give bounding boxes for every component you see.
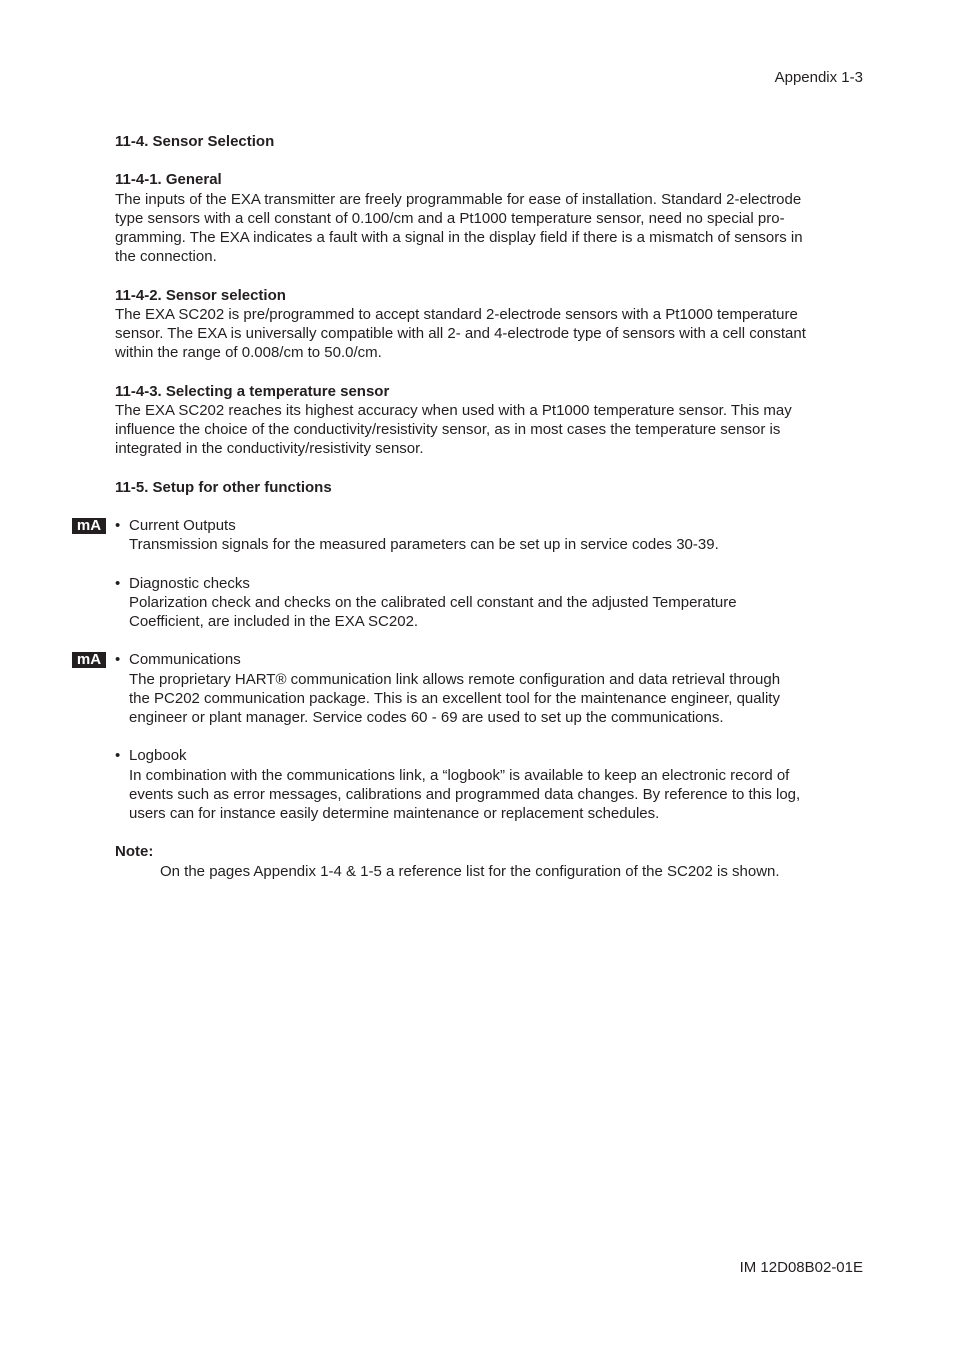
page-footer: IM 12D08B02-01E: [739, 1259, 863, 1276]
list-item-title: Logbook: [129, 747, 187, 765]
paragraph-line: gramming. The EXA indicates a fault with a signal in the display field if there is a mismatch of sensors in: [115, 229, 803, 246]
paragraph-line: within the range of 0.008/cm to 50.0/cm.: [115, 344, 382, 362]
paragraph-line: the connection.: [115, 248, 217, 266]
paragraph-line: The EXA SC202 reaches its highest accuracy when used with a Pt1000 temperature sensor. This may: [115, 401, 792, 419]
paragraph-line: The EXA SC202 is pre/programmed to accept standard 2-electrode sensors with a Pt1000 temperature: [115, 305, 798, 323]
section-heading-11-4: 11-4. Sensor Selection: [115, 133, 275, 150]
paragraph-line: In combination with the communications link, a “logbook” is available to keep an electronic record of: [129, 766, 790, 784]
list-item-current-outputs: [76, 516, 865, 554]
paragraph-line: The inputs of the EXA transmitter are freely programmable for ease of installation. Standard 2-electrode: [115, 190, 802, 208]
page-content: [76, 132, 865, 881]
list-item-title: Communications: [129, 651, 241, 669]
paragraph-line: type sensors with a cell constant of 0.100/cm and a Pt1000 temperature sensor, need no special pro-: [115, 209, 785, 227]
ma-badge-icon: mA: [72, 652, 106, 668]
paragraph-line: sensor. The EXA is universally compatible with all 2- and 4-electrode type of sensors with a cell constant: [115, 325, 806, 342]
paragraph-line: users can for instance easily determine maintenance or replacement schedules.: [129, 804, 660, 822]
paragraph-line: influence the choice of the conductivity/resistivity sensor, as in most cases the temperature sensor is: [115, 421, 781, 438]
paragraph-line: Polarization check and checks on the calibrated cell constant and the adjusted Temperature: [129, 593, 737, 611]
bullet-icon: •: [115, 574, 121, 592]
note-text: On the pages Appendix 1-4 & 1-5 a reference list for the configuration of the SC202 is shown.: [160, 862, 780, 880]
page-header: Appendix 1-3: [774, 69, 863, 86]
list-item-title: Diagnostic checks: [129, 574, 250, 592]
paragraph-line: integrated in the conductivity/resistivity sensor.: [115, 440, 424, 458]
list-item-logbook: [115, 746, 865, 823]
section-heading-11-5: 11-5. Setup for other functions: [115, 478, 332, 496]
list-item-communications: [76, 650, 865, 727]
bullet-icon: •: [115, 747, 121, 765]
paragraph-line: Coefficient, are included in the EXA SC202.: [129, 612, 419, 630]
note-label: Note:: [115, 843, 154, 861]
bullet-icon: •: [115, 651, 121, 669]
bullet-icon: •: [115, 516, 121, 534]
paragraph-line: The proprietary HART® communication link allows remote configuration and data retrieval through: [129, 670, 781, 688]
ma-badge-icon: mA: [72, 518, 106, 534]
list-item-diagnostic-checks: [115, 574, 865, 632]
section-heading-11-4-1: 11-4-1. General: [115, 171, 222, 189]
paragraph-line: the PC202 communication package. This is an excellent tool for the maintenance engineer, quality: [129, 689, 780, 707]
paragraph-line: engineer or plant manager. Service codes 60 - 69 are used to set up the communications.: [129, 708, 724, 726]
paragraph-line: events such as error messages, calibrations and programmed data changes. By reference to this log,: [129, 785, 801, 803]
paragraph-line: Transmission signals for the measured parameters can be set up in service codes 30-39.: [129, 536, 719, 554]
section-heading-11-4-3: 11-4-3. Selecting a temperature sensor: [115, 382, 390, 400]
list-item-title: Current Outputs: [129, 516, 236, 534]
section-heading-11-4-2: 11-4-2. Sensor selection: [115, 286, 286, 304]
